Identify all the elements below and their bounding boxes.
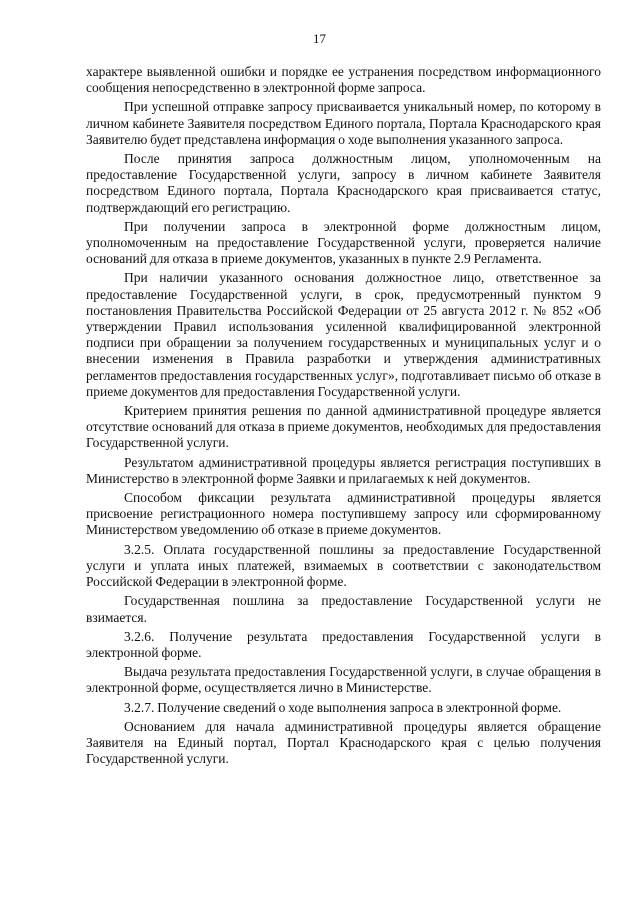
section-3-2-7-paragraph: 3.2.7. Получение сведений о ходе выполнения запроса в электронной форме. [124,699,562,715]
paragraph: При наличии указанного основания должностное лицо, ответственное за предоставление Государственной услуги, в срок, предусмотренный пунктом 9 постановления Правительства Российской Федерации от 25 августа 2012 г. № 852 «Об утверждении Правил использования усиленной квалифицированной электронной подписи при обращении за получением государственных и муниципальных услуг и о внесении изменения в Правила разработки и утверждения административных регламентов предоставления государственных услуг», подготавливает письмо об отказе в приеме документов для предоставления Государственной услуги. [86,270,601,399]
paragraph: Критерием принятия решения по данной административной процедуре является отсутствие оснований для отказа в приеме документов, необходимых для предоставления Государственной услуги. [86,403,601,451]
section-3-2-5-paragraph: 3.2.5. Оплата государственной пошлины за предоставление Государственной услуги и уплата иных платежей, взимаемых в соответствии с законодательством Российской Федерации в электронной форме. [86,541,601,590]
page-number: 17 [313,31,326,46]
paragraph: Способом фиксации результата административной процедуры является присвоение регистрационного номера поступившему запросу или сформированному Министерством уведомлению об отказе в приеме документов. [86,490,601,538]
paragraph: При получении запроса в электронной форме должностным лицом, уполномоченным на предоставление Государственной услуги, проверяется наличие оснований для отказа в приеме документов, указанных в пункте 2.9 Регламента. [86,218,601,267]
paragraph: Результатом административной процедуры является регистрация поступивших в Министерство в электронной форме Заявки и прилагаемых к ней документов. [86,454,601,486]
paragraph: характере выявленной ошибки и порядке ее устранения посредством информационного сообщения непосредственно в электронной форме запроса. [86,64,601,96]
section-3-2-6-paragraph: 3.2.6. Получение результата предоставления Государственной услуги в электронной форме. [86,628,601,660]
paragraph: При успешной отправке запросу присваивается уникальный номер, по которому в личном кабинете Заявителя посредством Единого портала, Портала Краснодарского края Заявителю будет представлена информация о ходе выполнения указанного запроса. [86,99,601,147]
paragraph: Государственная пошлина за предоставление Государственной услуги не взимается. [86,593,601,625]
paragraph: Основанием для начала административной процедуры является обращение Заявителя на Единый портал, Портал Краснодарского края с целью получения Государственной услуги. [86,718,601,767]
paragraph: После принятия запроса должностным лицом, уполномоченным на предоставление Государственной услуги, запросу в личном кабинете Заявителя посредством Единого портала, Портала Краснодарского края присваивается статус, подтверждающий его регистрацию. [86,151,601,215]
paragraph: Выдача результата предоставления Государственной услуги, в случае обращения в электронной форме, осуществляется лично в Министерстве. [86,664,601,696]
document-body [86,64,601,770]
